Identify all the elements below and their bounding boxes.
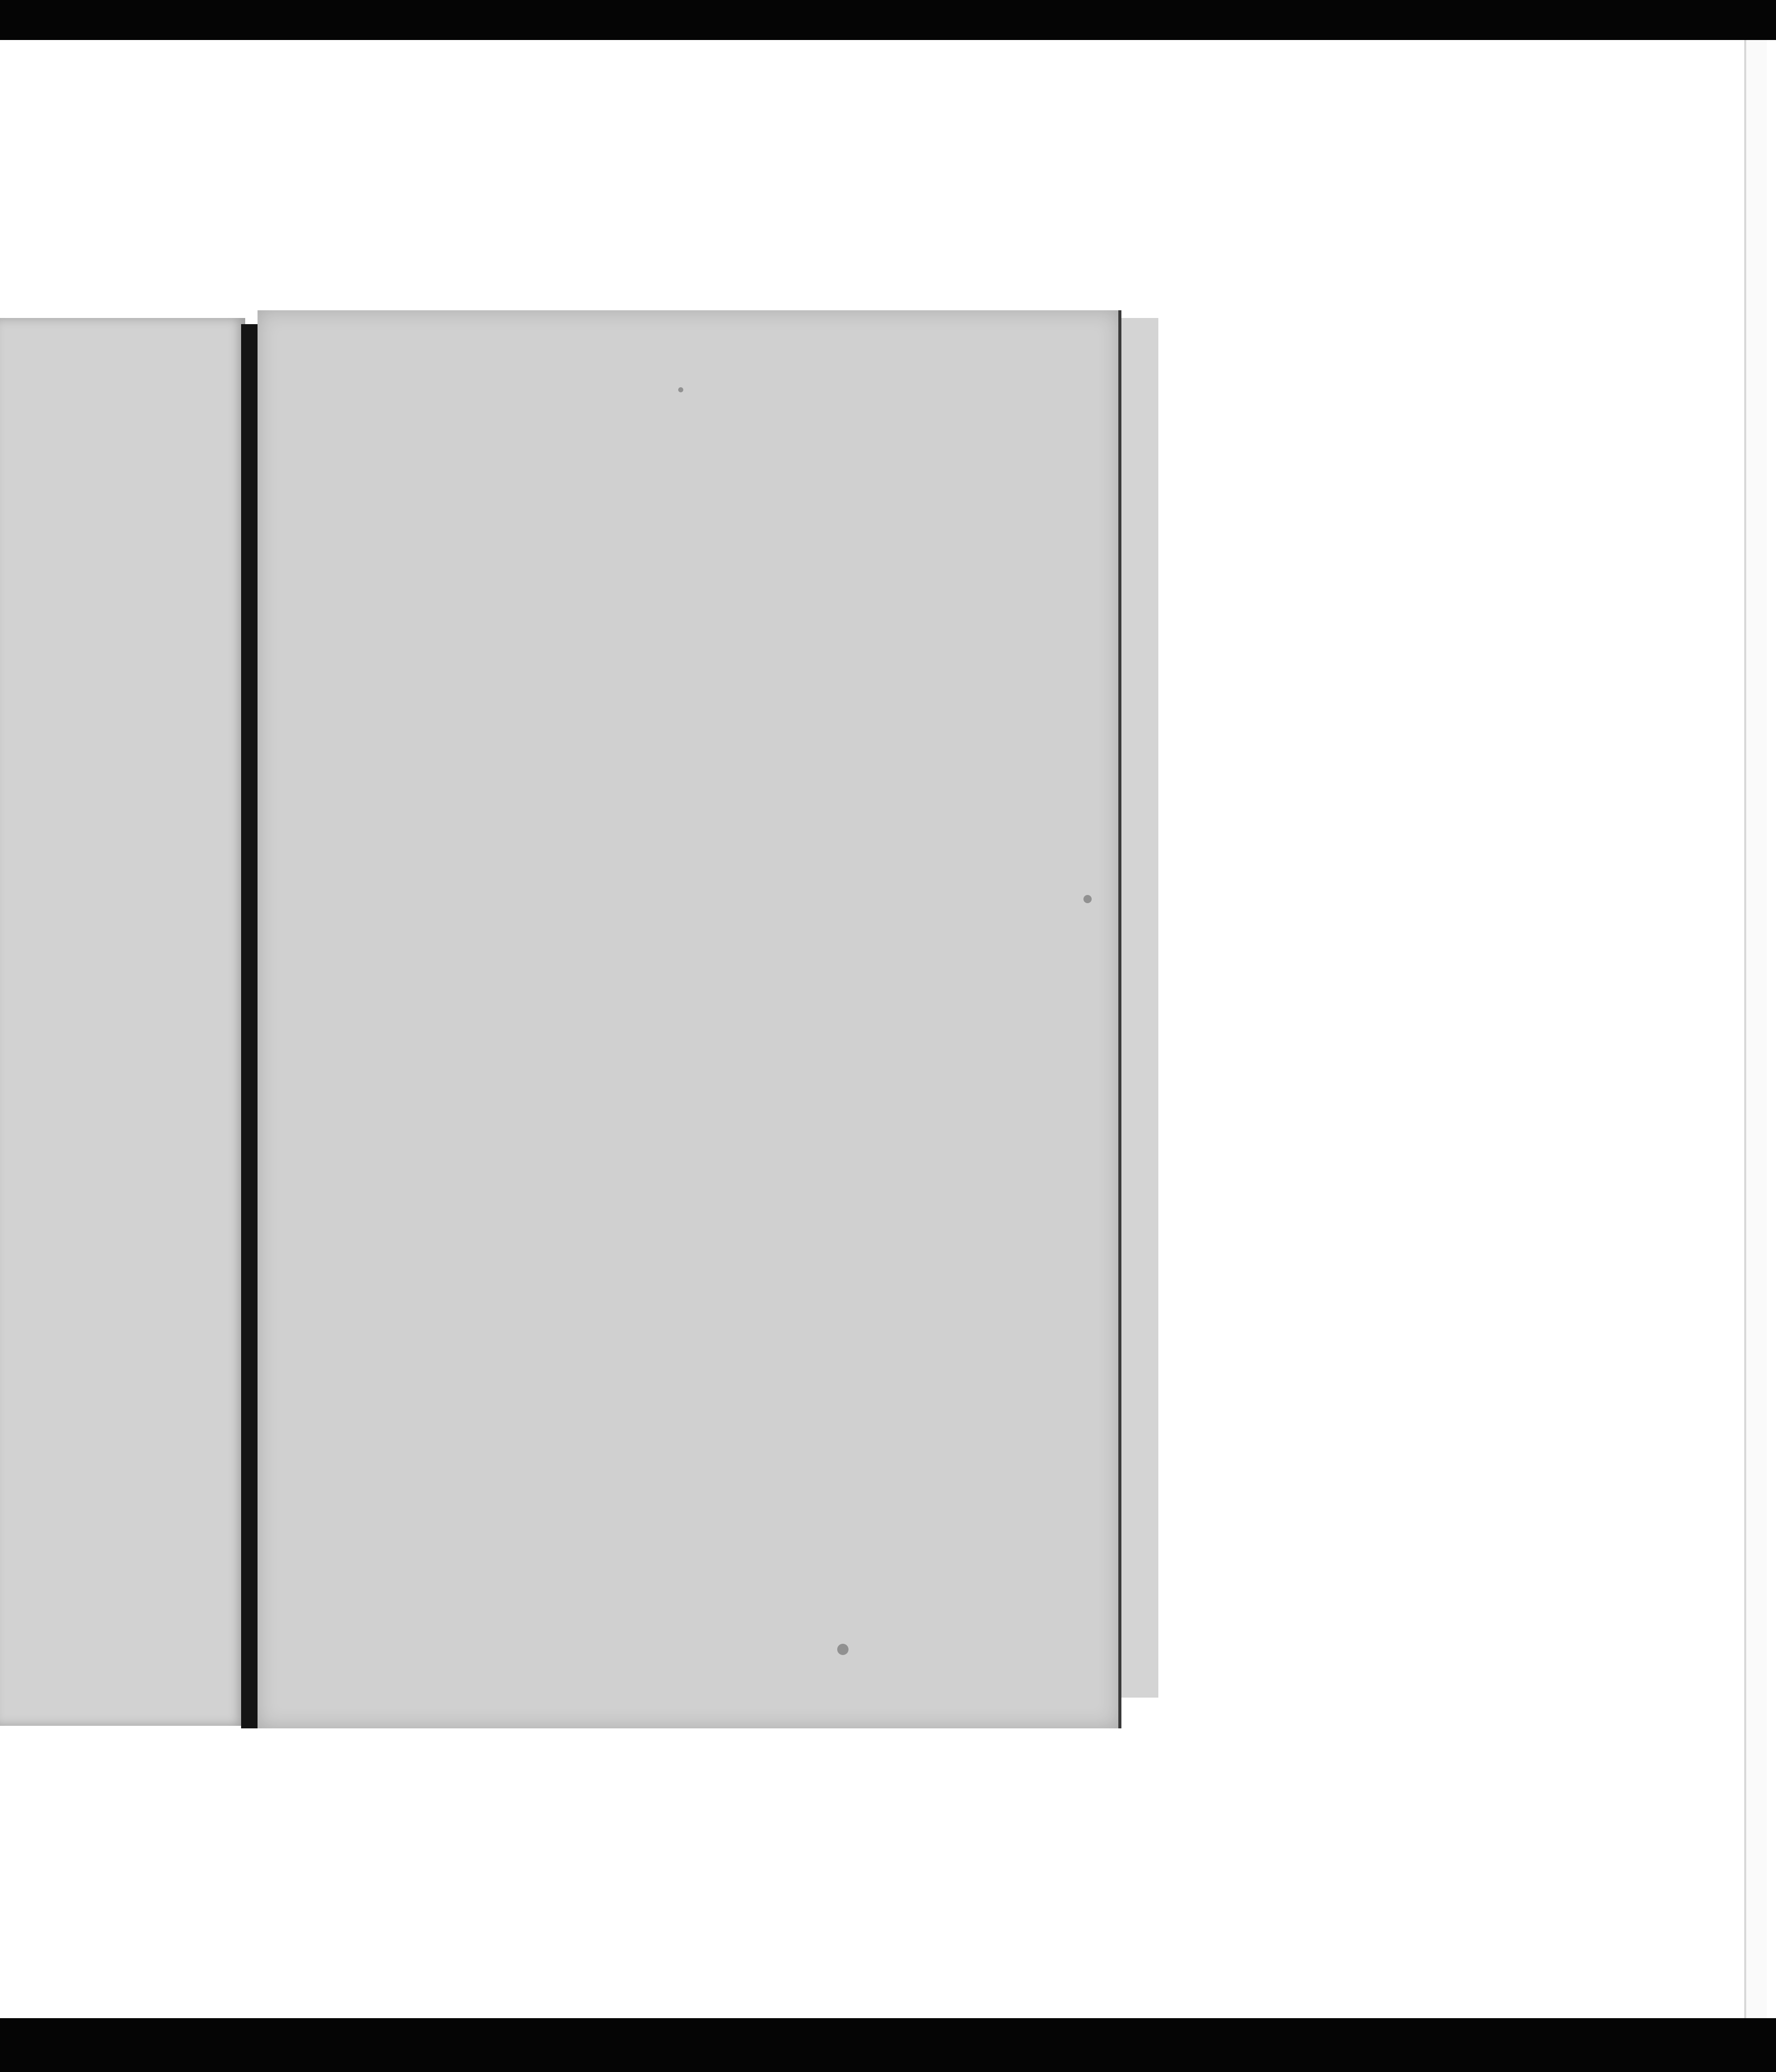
body-text [393, 461, 962, 480]
film-border-bottom [0, 2018, 1776, 2072]
paragraph [393, 461, 962, 480]
book-gutter [241, 324, 258, 1728]
running-head [450, 417, 1030, 428]
text-line [393, 461, 962, 480]
film-border-top [0, 0, 1776, 40]
paragraph-tail [393, 461, 962, 480]
right-page [258, 310, 1121, 1728]
text-line [393, 461, 962, 480]
paper-speck [1083, 895, 1092, 903]
paragraph [393, 461, 962, 480]
paper-speck [678, 387, 683, 392]
left-page [0, 318, 245, 1726]
paper-speck [837, 1644, 848, 1655]
film-edge [1744, 40, 1767, 2018]
